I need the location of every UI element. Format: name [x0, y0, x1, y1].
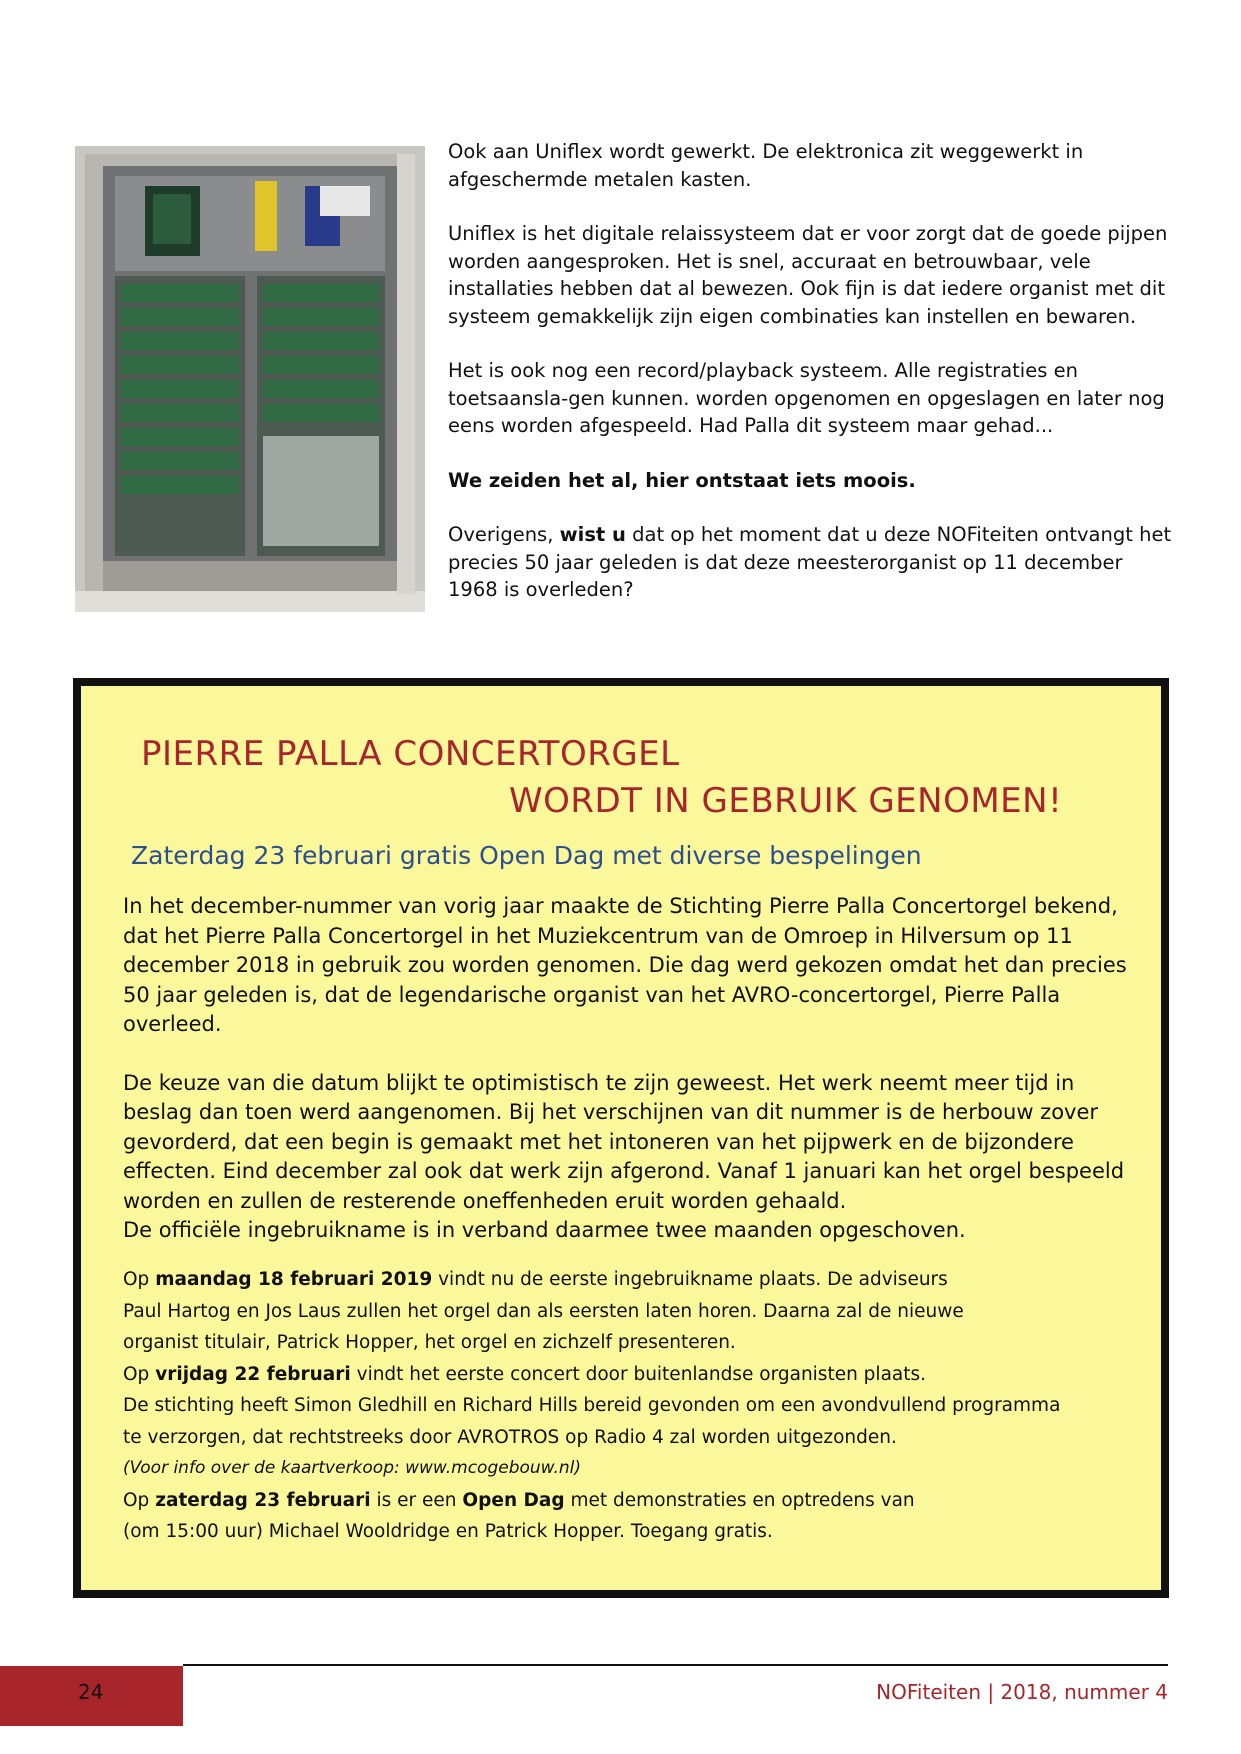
announcement-box	[73, 678, 1169, 1598]
schedule-line-3: organist titulair, Patrick Hopper, het orgel en zichzelf presenteren.	[123, 1332, 736, 1353]
announcement-subtitle: Zaterdag 23 februari gratis Open Dag met diverse bespelingen	[131, 841, 922, 870]
announcement-paragraph-2: De keuze van die datum blijkt te optimistisch te zijn geweest. Het werk neemt meer tijd in beslag dan toen werd aangenomen. Bij het verschijnen van dit nummer is de herbouw zover gevorderd, dat een begin is gemaakt met het intoneren van het pijpwerk en de bijzondere effecten. Eind december zal ook dat werk zijn afgerond. Vanaf 1 januari kan het orgel bespeeld worden en zullen de resterende oneffenheden eruit worden gehaald.	[123, 1070, 1125, 1213]
intro-text	[448, 138, 1178, 631]
schedule-line-8	[123, 1485, 1133, 1517]
intro-paragraph-1: Ook aan Uniflex wordt gewerkt. De elektronica zit weggewerkt in afgeschermde metalen kasten.	[448, 140, 1084, 191]
s4-pre: Op	[123, 1363, 156, 1385]
announcement-paragraph-3: De officiële ingebruikname is in verband daarmee twee maanden opgeschoven.	[123, 1218, 966, 1242]
schedule-line-1	[123, 1264, 1133, 1296]
publication-title: NOFiteiten | 2018, nummer 4	[876, 1680, 1168, 1704]
schedule-line-6: te verzorgen, dat rechtstreeks door AVROTROS op Radio 4 zal worden uitgezonden.	[123, 1426, 897, 1448]
s8-mid: is er een	[370, 1489, 463, 1511]
intro-paragraph-5	[448, 521, 1178, 604]
intro-paragraph-3: Het is ook nog een record/playback systeem. Alle registraties en toetsaansla-gen kunnen. worden opgenomen en opgeslagen en later nog eens worden afgespeeld. Had Palla dit systeem maar gehad...	[448, 359, 1165, 437]
ticket-info-line: (Voor info over de kaartverkoop: www.mcogebouw.nl)	[123, 1458, 582, 1478]
schedule-line-2: Paul Hartog en Jos Laus zullen het orgel dan als eersten laten horen. Daarna zal de nieuwe	[123, 1300, 964, 1322]
intro-p5-post: dat op het moment dat u deze NOFiteiten ontvangt het precies 50 jaar geleden is dat deze meesterorganist op 11 december 1968 is overleden?	[448, 523, 1172, 601]
s4-bold: vrijdag 22 februari	[155, 1363, 351, 1385]
s8-post: met demonstraties en optredens van	[564, 1489, 915, 1511]
schedule-line-4	[123, 1359, 1133, 1391]
announcement-title-line2: WORDT IN GEBRUIK GENOMEN!	[509, 781, 1063, 821]
s8-bold2: Open Dag	[462, 1489, 565, 1511]
page-number: 24	[78, 1680, 104, 1704]
intro-paragraph-4: We zeiden het al, hier ontstaat iets moois.	[448, 468, 916, 492]
schedule-line-9: (om 15:00 uur) Michael Wooldridge en Patrick Hopper. Toegang gratis.	[123, 1521, 773, 1542]
announcement-schedule	[123, 1264, 1133, 1548]
s4-post: vindt het eerste concert door buitenlandse organisten plaats.	[350, 1363, 927, 1385]
announcement-title-line1: PIERRE PALLA CONCERTORGEL	[141, 734, 680, 774]
s1-pre: Op	[123, 1269, 156, 1290]
s8-bold1: zaterdag 23 februari	[155, 1489, 371, 1511]
announcement-paragraph-1: In het december-nummer van vorig jaar maakte de Stichting Pierre Palla Concertorgel bekend, dat het Pierre Palla Concertorgel in het Muziekcentrum van de Omroep in Hilversum op 11 december 2018 in gebruik zou worden genomen. Die dag werd gekozen omdat het dan precies 50 jaar geleden is, dat de legendarische organist van het AVRO-concertorgel, Pierre Palla overleed.	[123, 894, 1127, 1036]
intro-p5-bold: wist u	[559, 523, 626, 546]
schedule-line-5: De stichting heeft Simon Gledhill en Richard Hills bereid gevonden om een avondvullend programma	[123, 1395, 1061, 1416]
s1-post: vindt nu de eerste ingebruikname plaats. De adviseurs	[432, 1269, 948, 1290]
s1-bold: maandag 18 februari 2019	[155, 1269, 433, 1290]
cabinet-photo	[75, 146, 425, 612]
footer-rule	[183, 1664, 1168, 1666]
intro-p5-pre: Overigens,	[448, 523, 560, 546]
s8-pre: Op	[123, 1489, 156, 1511]
intro-paragraph-2: Uniflex is het digitale relaissysteem dat er voor zorgt dat de goede pijpen worden aangesproken. Het is snel, accuraat en betrouwbaar, vele installaties hebben dat al bewezen. Ook fijn is dat iedere organist met dit systeem gemakkelijk zijn eigen combinaties kan instellen en bewaren.	[448, 222, 1168, 328]
announcement-body	[123, 892, 1133, 1246]
cabinet-photo-graphic	[75, 146, 425, 612]
